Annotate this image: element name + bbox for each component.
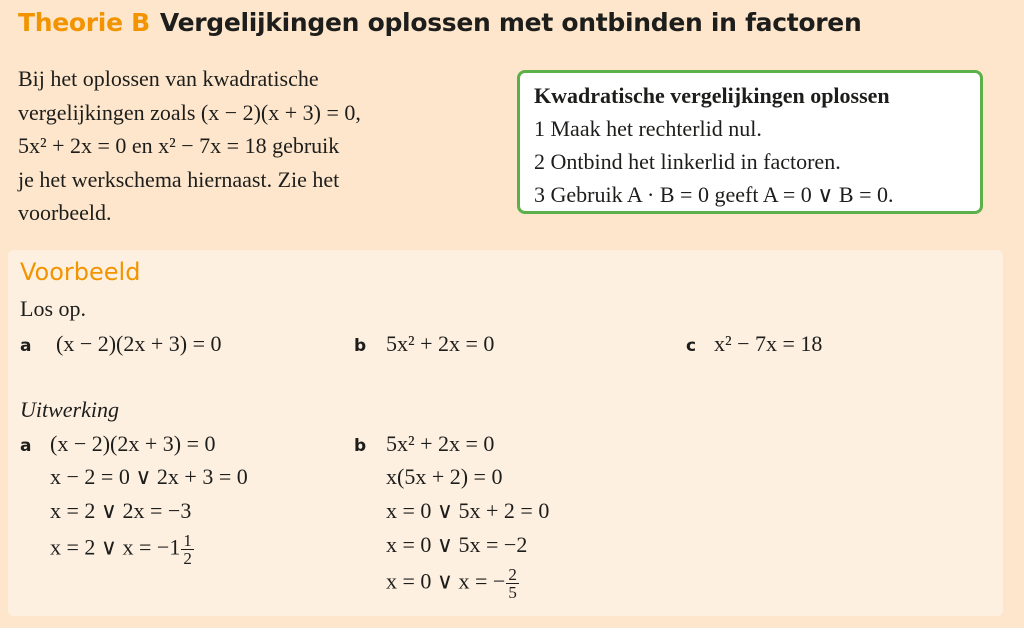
scheme-step: 3 Gebruik A · B = 0 geeft A = 0 ∨ B = 0. (534, 182, 894, 207)
fraction-numerator: 1 (183, 531, 192, 550)
fraction-two-fifths (506, 566, 519, 601)
intro-line: vergelijkingen zoals (x − 2)(x + 3) = 0, (18, 99, 361, 125)
scheme-box (517, 70, 983, 214)
solution-a-line: x − 2 = 0 ∨ 2x + 3 = 0 (50, 464, 248, 489)
solution-b-line: x(5x + 2) = 0 (386, 464, 503, 489)
intro-line: je het werkschema hiernaast. Zie het (18, 166, 340, 192)
scheme-title: Kwadratische vergelijkingen oplossen (534, 83, 890, 108)
solution-b-line: x = 0 ∨ 5x + 2 = 0 (386, 498, 550, 523)
scheme-step: 1 Maak het rechterlid nul. (534, 116, 762, 141)
solution-a-line: (x − 2)(2x + 3) = 0 (50, 431, 216, 456)
solution-b-line: 5x² + 2x = 0 (386, 431, 495, 456)
solution-title: Uitwerking (20, 397, 119, 422)
fraction-denominator: 5 (508, 583, 517, 602)
scheme-step: 2 Ontbind het linkerlid in factoren. (534, 149, 841, 174)
problem-letter-b: b (354, 336, 367, 356)
fraction-one-half (181, 532, 194, 567)
problem-b: 5x² + 2x = 0 (386, 331, 495, 356)
problem-letter-c: c (686, 336, 697, 356)
problem-letter-a: a (20, 336, 32, 356)
problem-a: (x − 2)(2x + 3) = 0 (56, 331, 222, 356)
solution-b-line: x = 0 ∨ 5x = −2 (386, 532, 528, 557)
intro-text (18, 62, 458, 230)
solution-a-line-text: x = 2 ∨ x = −1 (50, 534, 181, 560)
page-title (18, 8, 861, 37)
bottom-edge (0, 628, 1024, 635)
problem-c: x² − 7x = 18 (714, 331, 823, 356)
theory-label: Theorie B (18, 8, 150, 37)
theory-title: Vergelijkingen oplossen met ontbinden in factoren (159, 8, 862, 37)
fraction-numerator: 2 (508, 565, 517, 584)
fraction-denominator: 2 (183, 549, 192, 568)
solution-letter-b: b (354, 436, 367, 456)
solution-a-line-last (50, 532, 194, 567)
example-title: Voorbeeld (20, 258, 141, 286)
solution-b-line-text: x = 0 ∨ x = − (386, 568, 506, 594)
solution-letter-a: a (20, 436, 32, 456)
solution-b-line-last (386, 566, 519, 601)
example-instruction: Los op. (20, 296, 86, 321)
intro-line: 5x² + 2x = 0 en x² − 7x = 18 gebruik (18, 133, 340, 158)
intro-line: voorbeeld. (18, 200, 112, 225)
intro-line: Bij het oplossen van kwadratische (18, 66, 319, 91)
solution-a-line: x = 2 ∨ 2x = −3 (50, 498, 192, 523)
example-panel (8, 250, 1003, 616)
